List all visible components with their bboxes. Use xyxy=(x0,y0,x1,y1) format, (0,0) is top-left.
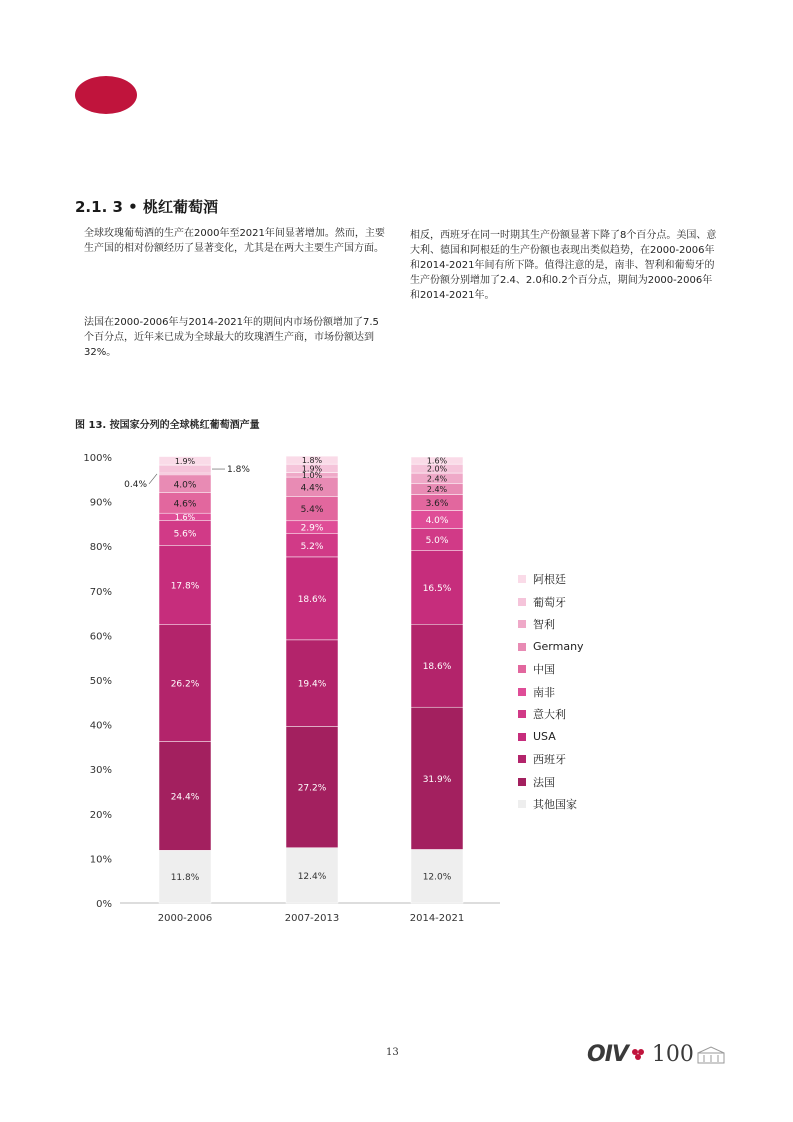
legend-label: 法国 xyxy=(533,775,555,789)
legend-swatch xyxy=(518,665,526,673)
legend-label: 意大利 xyxy=(533,708,566,722)
section-title: 2.1. 3 • 桃红葡萄酒 xyxy=(75,198,218,216)
legend-swatch xyxy=(518,620,526,628)
legend-label: 葡萄牙 xyxy=(533,595,566,609)
data-label: 1.0% xyxy=(301,470,323,480)
legend-item xyxy=(518,591,584,614)
data-label: 4.0% xyxy=(173,480,197,491)
legend-swatch xyxy=(518,688,526,696)
x-tick-label: 2000-2006 xyxy=(157,913,213,924)
y-tick-label: 50% xyxy=(89,676,112,687)
data-label: 31.9% xyxy=(422,774,452,785)
bar-segment xyxy=(159,465,211,473)
legend-item xyxy=(518,568,584,591)
legend-swatch xyxy=(518,755,526,763)
legend-label: 中国 xyxy=(533,663,555,677)
legend-item xyxy=(518,658,584,681)
data-label: 2.9% xyxy=(300,523,324,534)
data-label: 24.4% xyxy=(170,792,200,803)
data-label: 16.5% xyxy=(422,583,452,594)
legend-swatch xyxy=(518,643,526,651)
legend-label: 南非 xyxy=(533,685,555,699)
legend-label: Germany xyxy=(533,640,584,654)
y-tick-label: 80% xyxy=(89,542,112,554)
legend-swatch xyxy=(518,710,526,718)
y-tick-label: 60% xyxy=(89,631,112,643)
paragraph-france: 法国在2000-2006年与2014-2021年的期间内市场份额增加了7.5个百分点，近年来已成为全球最大的玫瑰酒生产商，市场份额达到32%。 xyxy=(84,317,379,358)
legend-label: 西班牙 xyxy=(533,753,566,767)
logo-100-text: 100 xyxy=(651,1042,694,1067)
paragraph-spain-others: 相反，西班牙在同一时期其生产份额显著下降了8个百分点。美国、意大利、德国和阿根廷的生产份额也表现出类似趋势，在2000-2006年和2014-2021年间有所下降。值得注意的是，南非、智利和葡萄牙的生产份额分别增加了2.4、2.0和0.2个百分点，期间为2000-2006年和2014-2021年。 xyxy=(410,230,717,301)
y-tick-label: 90% xyxy=(89,497,112,509)
data-label: 1.6% xyxy=(174,512,196,522)
chart-legend xyxy=(518,568,584,816)
data-label: 2.4% xyxy=(426,474,448,484)
page-number: 13 xyxy=(386,1047,399,1058)
data-label: 1.8% xyxy=(301,456,323,466)
data-label: 1.9% xyxy=(174,456,196,466)
data-label: 27.2% xyxy=(297,783,327,794)
paragraph-share-change: 全球玫瑰葡萄酒的生产在2000年至2021年间显著增加。然而，主要生产国的相对份额经历了显著变化，尤其是在两大主要生产国方面。 xyxy=(84,228,385,254)
data-label: 12.4% xyxy=(297,871,327,882)
legend-label: USA xyxy=(533,730,556,744)
y-tick-label: 70% xyxy=(89,586,112,598)
legend-item xyxy=(518,613,584,636)
data-label: 1.9% xyxy=(301,464,323,474)
legend-item xyxy=(518,748,584,771)
x-tick-label: 2007-2013 xyxy=(284,913,340,924)
data-label: 5.2% xyxy=(300,541,324,552)
legend-label: 智利 xyxy=(533,618,555,632)
data-label: 1.8% xyxy=(227,465,250,476)
x-tick-label: 2014-2021 xyxy=(409,913,465,924)
data-label: 4.6% xyxy=(173,499,197,510)
building-icon xyxy=(696,1046,726,1064)
legend-swatch xyxy=(518,598,526,606)
y-tick-label: 10% xyxy=(89,854,112,866)
legend-swatch xyxy=(518,800,526,808)
data-label: 12.0% xyxy=(422,872,452,883)
legend-item xyxy=(518,726,584,749)
legend-swatch xyxy=(518,575,526,583)
y-tick-label: 0% xyxy=(96,899,112,910)
oiv-100-logo xyxy=(587,1042,726,1067)
grape-icon xyxy=(630,1047,648,1063)
data-label: 3.6% xyxy=(425,498,449,509)
data-label: 18.6% xyxy=(297,594,327,605)
logo-oiv-text: OIV xyxy=(587,1042,628,1067)
data-label: 5.6% xyxy=(173,529,197,540)
data-label: 1.6% xyxy=(426,456,448,466)
legend-item xyxy=(518,771,584,794)
data-label: 2.0% xyxy=(426,464,448,474)
leader-line xyxy=(149,474,157,484)
data-label: 0.4% xyxy=(124,479,147,490)
y-tick-label: 100% xyxy=(83,453,112,464)
legend-swatch xyxy=(518,778,526,786)
data-label: 5.0% xyxy=(425,536,449,547)
data-label: 17.8% xyxy=(170,581,200,592)
legend-label: 其他国家 xyxy=(533,798,577,812)
legend-label: 阿根廷 xyxy=(533,573,566,587)
figure-title: 图 13. 按国家分列的全球桃红葡萄酒产量 xyxy=(75,420,260,431)
legend-item xyxy=(518,681,584,704)
legend-item xyxy=(518,703,584,726)
stacked-bar-chart xyxy=(60,445,510,930)
data-label: 2.4% xyxy=(426,485,448,495)
data-label: 5.4% xyxy=(300,505,324,516)
decorative-red-oval xyxy=(75,76,137,114)
legend-swatch xyxy=(518,733,526,741)
legend-item xyxy=(518,793,584,816)
data-label: 11.8% xyxy=(170,873,200,884)
legend-item xyxy=(518,636,584,659)
bar-segment xyxy=(159,473,211,475)
data-label: 18.6% xyxy=(422,662,452,673)
data-label: 26.2% xyxy=(170,679,200,690)
data-label: 4.4% xyxy=(300,483,324,494)
y-tick-label: 20% xyxy=(89,809,112,821)
y-tick-label: 40% xyxy=(89,720,112,732)
data-label: 19.4% xyxy=(297,679,327,690)
data-label: 4.0% xyxy=(425,515,449,526)
y-tick-label: 30% xyxy=(89,765,112,777)
